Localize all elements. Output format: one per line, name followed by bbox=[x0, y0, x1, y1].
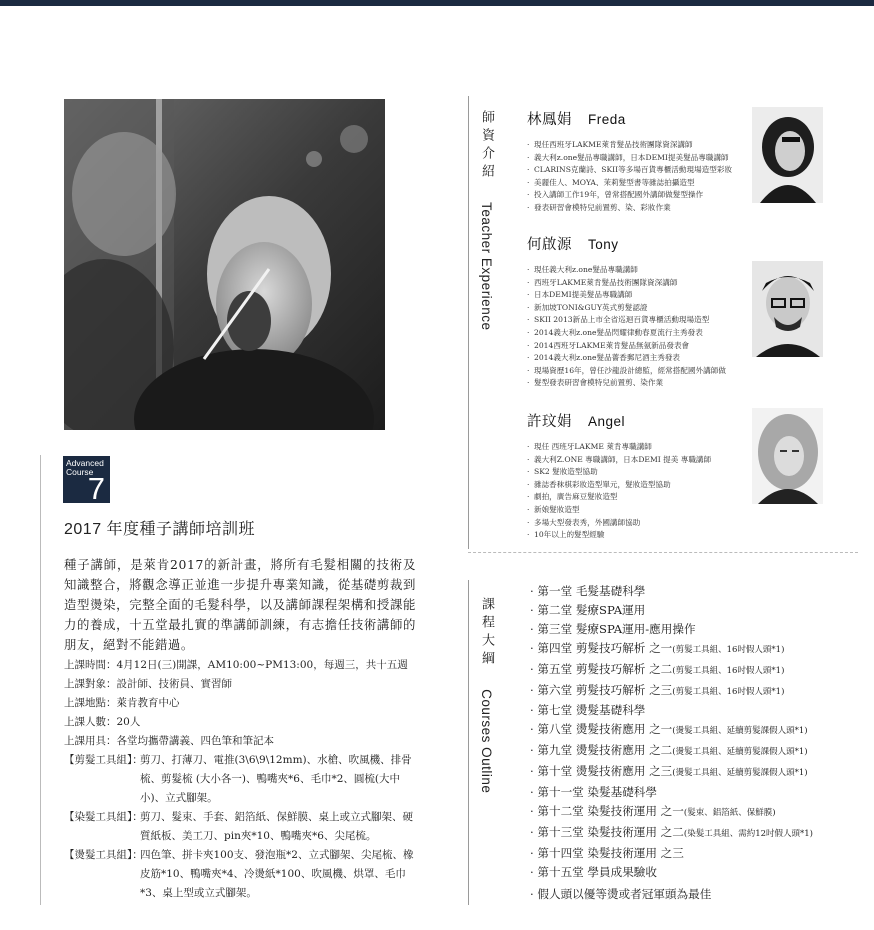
teacher-heading-zh: 師資介紹 bbox=[479, 110, 494, 182]
outline-item-text: 第七堂 燙髮基礎科學 bbox=[537, 703, 646, 718]
list-item: · 新娘髮妝造型 bbox=[527, 504, 757, 517]
cut-tool-kit-label: 【剪髮工具組】： bbox=[64, 754, 143, 766]
outline-item: · 第五堂 剪髮技巧解析 之二(剪髮工具組、16吋假人頭*1) bbox=[530, 661, 785, 676]
outline-item-text: 第十三堂 染髮技術運用 之二 bbox=[537, 824, 684, 839]
course-outline-list bbox=[530, 582, 813, 882]
list-item: · 義大利z.one髮品專職講師，日本DEMI提美髮品專職講師 bbox=[527, 152, 757, 165]
outline-item: · 第十三堂 染髮技術運用 之二(染髮工具組、需約12吋假人頭*1) bbox=[530, 824, 813, 839]
detail-place-label: 上課地點： bbox=[64, 697, 117, 709]
outline-item: · 第八堂 燙髮技術應用 之一(燙髮工具組、延續剪髮課假人頭*1) bbox=[530, 722, 808, 737]
outline-item: · 第二堂 髮療SPA運用 bbox=[530, 602, 646, 617]
dye-tool-kit-value: 剪刀、髮束、手套、鋁箔紙、保鮮膜、桌上或立式腳架、硬質紙板、美工刀、pin夾*10、鴨嘴夾*6、尖尾梳。 bbox=[140, 811, 413, 842]
detail-count-label: 上課人數： bbox=[64, 716, 117, 728]
teacher-experience-list bbox=[527, 441, 757, 542]
list-item: · 2014西班牙LAKME萊肯髮品無氨新品發表會 bbox=[527, 340, 757, 353]
detail-count bbox=[64, 713, 420, 732]
outline-item-note: (燙髮工具組、延續剪髮課假人頭*1) bbox=[672, 747, 808, 758]
outline-heading-zh: 課程大綱 bbox=[479, 597, 494, 669]
detail-time-value: 4月12日(三)開課，AM10:00~PM13:00，每週三，共十五週 bbox=[116, 659, 408, 671]
detail-supplies-value: 各堂均攜帶講義、四色筆和筆記本 bbox=[116, 735, 274, 747]
detail-place-value: 萊肯教育中心 bbox=[116, 697, 180, 709]
dye-tool-kit-label: 【染髮工具組】： bbox=[64, 811, 143, 823]
perm-tool-kit bbox=[64, 846, 420, 903]
outline-item: · 第十一堂 染髮基礎科學 bbox=[530, 785, 657, 800]
badge-number: 7 bbox=[87, 471, 105, 506]
list-item: · 多場大型發表秀，外國講師協助 bbox=[527, 517, 757, 530]
list-item: · 10年以上的髮型經驗 bbox=[527, 529, 757, 542]
outline-item: · 第九堂 燙髮技術應用 之二(燙髮工具組、延續剪髮課假人頭*1) bbox=[530, 743, 808, 758]
teacher-freda bbox=[527, 108, 757, 215]
outline-footnote-text: 假人頭以優等燙或者冠軍頭為最佳 bbox=[537, 887, 712, 901]
teacher-experience-list bbox=[527, 139, 757, 215]
teacher-tony bbox=[527, 233, 757, 390]
outline-item-text: 第十二堂 染髮技術運用 之一 bbox=[537, 803, 684, 818]
outline-item: · 第十四堂 染髮技術運用 之三 bbox=[530, 845, 684, 860]
section-separator bbox=[468, 552, 858, 553]
teacher-divider bbox=[468, 96, 469, 549]
outline-item-note: (剪髮工具組、16吋假人頭*1) bbox=[672, 644, 785, 655]
list-item: · 2014義大利z.one髮品薔香郵尼酒主秀發表 bbox=[527, 352, 757, 365]
list-item: · 投入講師工作19年，曾常搭配國外講師做髮型操作 bbox=[527, 189, 757, 202]
outline-item: · 第一堂 毛髮基礎科學 bbox=[530, 584, 646, 598]
teacher-name bbox=[527, 410, 757, 431]
course-details bbox=[64, 656, 420, 903]
outline-item-note: (剪髮工具組、16吋假人頭*1) bbox=[672, 686, 785, 697]
detail-time bbox=[64, 656, 420, 675]
badge-line1: Advanced bbox=[66, 458, 104, 468]
outline-item-note: (剪髮工具組、16吋假人頭*1) bbox=[672, 665, 785, 676]
detail-audience bbox=[64, 675, 420, 694]
teacher-name-zh: 林鳳娟 bbox=[527, 112, 572, 128]
detail-place bbox=[64, 694, 420, 713]
dye-tool-kit bbox=[64, 808, 420, 846]
list-item: · 現任西班牙LAKME萊肯髮品技術團隊資深講師 bbox=[527, 139, 757, 152]
teacher-name-en: Tony bbox=[588, 237, 619, 252]
teacher-heading-en: Teacher Experience bbox=[479, 202, 494, 331]
outline-item: · 第七堂 燙髮基礎科學 bbox=[530, 703, 646, 718]
intro-paragraph: 種子講師，是萊肯2017的新計畫，將所有毛髮相關的技術及知識整合，將觀念導正並進一步提升專業知識，從基礎剪裁到造型燙染，完整全面的毛髮科學，以及講師課程架構和授課能力的養成，十五堂最扎實的準講師訓練，有志擔任技術講師的朋友，絕對不能錯過。 bbox=[64, 557, 416, 652]
outline-item: · 第十二堂 染髮技術運用 之一(髮束、鋁箔紙、保鮮膜) bbox=[530, 803, 776, 818]
list-item: · 髮型發表研習會模特兒前置剪、染作業 bbox=[527, 377, 757, 390]
outline-footnote: · 假人頭以優等燙或者冠軍頭為最佳 bbox=[530, 887, 712, 901]
teacher-name bbox=[527, 233, 757, 254]
outline-item-note: (燙髮工具組、延續剪髮課假人頭*1) bbox=[672, 726, 808, 737]
outline-item-text: 第二堂 髮療SPA運用 bbox=[537, 602, 646, 617]
list-item: · 現場資歷16年，曾任沙龍設計總監，經常搭配國外講師做 bbox=[527, 365, 757, 378]
teacher-angel bbox=[527, 410, 757, 542]
left-rule bbox=[40, 455, 41, 905]
list-item: · 發表研習會模特兒前置剪、染、彩妝作業 bbox=[527, 202, 757, 215]
list-item: · 西班牙LAKME萊肯髮品技術團隊資深講師 bbox=[527, 277, 757, 290]
list-item: · SK2 髮妝造型協助 bbox=[527, 466, 757, 479]
list-item: · 2014義大利z.one髮品閃耀律動春夏流行主秀發表 bbox=[527, 327, 757, 340]
teacher-name-zh: 何啟源 bbox=[527, 237, 572, 253]
list-item: · 美麗佳人、MOYA、茉莉髮型書等雜誌拍攝造型 bbox=[527, 177, 757, 190]
outline-item-text: 第十五堂 學員成果驗收 bbox=[537, 864, 657, 879]
teacher-name bbox=[527, 108, 757, 129]
detail-time-label: 上課時間： bbox=[64, 659, 117, 671]
perm-tool-kit-label: 【燙髮工具組】： bbox=[64, 849, 143, 861]
cut-tool-kit-value: 剪刀、打薄刀、電推(3\6\9\12mm)、水槍、吹風機、排骨梳、剪髮梳 (大小各一)、鴨嘴夾*6、毛巾*2、圓梳(大中小)、立式腳架。 bbox=[140, 754, 412, 804]
detail-supplies bbox=[64, 732, 420, 751]
cut-tool-kit bbox=[64, 751, 420, 808]
outline-item-text: 第八堂 燙髮技術應用 之一 bbox=[537, 722, 673, 737]
teacher-heading bbox=[477, 110, 496, 330]
teacher-experience-list bbox=[527, 264, 757, 390]
list-item: · 現任義大利z.one髮品專職講師 bbox=[527, 264, 757, 277]
outline-item-text: 第六堂 剪髮技巧解析 之三 bbox=[537, 682, 673, 697]
top-bar bbox=[0, 0, 874, 6]
outline-item-text: 第五堂 剪髮技巧解析 之二 bbox=[537, 661, 673, 676]
outline-item-text: 第十四堂 染髮技術運用 之三 bbox=[537, 845, 684, 860]
outline-item-text: 第一堂 毛髮基礎科學 bbox=[537, 584, 646, 598]
perm-tool-kit-value: 四色筆、拼卡夾100支、發泡瓶*2、立式腳架、尖尾梳、橡皮筋*10、鴨嘴夾*4、冷燙紙*100、吹風機、烘罩、毛巾*3、桌上型或立式腳架。 bbox=[140, 849, 414, 899]
hero-photo bbox=[64, 99, 385, 430]
outline-item: · 第六堂 剪髮技巧解析 之三(剪髮工具組、16吋假人頭*1) bbox=[530, 682, 785, 697]
outline-item-text: 第四堂 剪髮技巧解析 之一 bbox=[537, 640, 673, 655]
detail-audience-label: 上課對象： bbox=[64, 678, 117, 690]
course-title: 2017 年度種子講師培訓班 bbox=[64, 521, 256, 538]
list-item: · 現任 西班牙LAKME 萊肯專職講師 bbox=[527, 441, 757, 454]
detail-supplies-label: 上課用具： bbox=[64, 735, 117, 747]
list-item: · 新加坡TONI&GUY英式剪髮認證 bbox=[527, 302, 757, 315]
outline-item-note: (燙髮工具組、延續剪髮課假人頭*1) bbox=[672, 768, 808, 779]
list-item: · CLARINS克蘭詩、SKII等多場百貨專櫃活動現場造型彩妝 bbox=[527, 164, 757, 177]
list-item: · 劇拍，廣告麻豆髮妝造型 bbox=[527, 491, 757, 504]
outline-item-text: 第十堂 燙髮技術應用 之三 bbox=[537, 764, 673, 779]
outline-divider bbox=[468, 580, 469, 905]
outline-item-text: 第九堂 燙髮技術應用 之二 bbox=[537, 743, 673, 758]
outline-item: · 第十堂 燙髮技術應用 之三(燙髮工具組、延續剪髮課假人頭*1) bbox=[530, 764, 808, 779]
portrait-tony bbox=[752, 261, 823, 357]
detail-audience-value: 設計師、技術員、實習師 bbox=[116, 678, 232, 690]
portrait-angel bbox=[752, 408, 823, 504]
outline-item-note: (染髮工具組、需約12吋假人頭*1) bbox=[683, 828, 813, 839]
outline-heading-en: Courses Outline bbox=[479, 689, 494, 794]
list-item: · 雜誌香秣棋彩妝造型單元，髮妝造型協助 bbox=[527, 479, 757, 492]
advanced-course-badge bbox=[63, 456, 110, 506]
outline-item: · 第十五堂 學員成果驗收 bbox=[530, 864, 657, 879]
outline-item-note: (髮束、鋁箔紙、保鮮膜) bbox=[683, 807, 776, 818]
outline-item: · 第四堂 剪髮技巧解析 之一(剪髮工具組、16吋假人頭*1) bbox=[530, 640, 785, 655]
outline-item-text: 第十一堂 染髮基礎科學 bbox=[537, 785, 657, 800]
list-item: · SKII 2013新品上市全省巡迴百貨專櫃活動現場造型 bbox=[527, 314, 757, 327]
outline-item: · 第三堂 髮療SPA運用-應用操作 bbox=[530, 621, 696, 636]
detail-count-value: 20人 bbox=[116, 716, 141, 728]
outline-item-text: 第三堂 髮療SPA運用-應用操作 bbox=[537, 621, 696, 636]
teacher-name-en: Freda bbox=[588, 112, 626, 127]
list-item: · 義大利Z.ONE 專職講師，日本DEMI 提美 專職講師 bbox=[527, 454, 757, 467]
outline-heading bbox=[477, 597, 496, 793]
teacher-name-zh: 許玟娟 bbox=[527, 414, 572, 430]
badge-line2: Course bbox=[66, 467, 94, 477]
teacher-name-en: Angel bbox=[588, 414, 626, 429]
portrait-freda bbox=[752, 107, 823, 203]
list-item: · 日本DEMI提美髮品專職講師 bbox=[527, 289, 757, 302]
